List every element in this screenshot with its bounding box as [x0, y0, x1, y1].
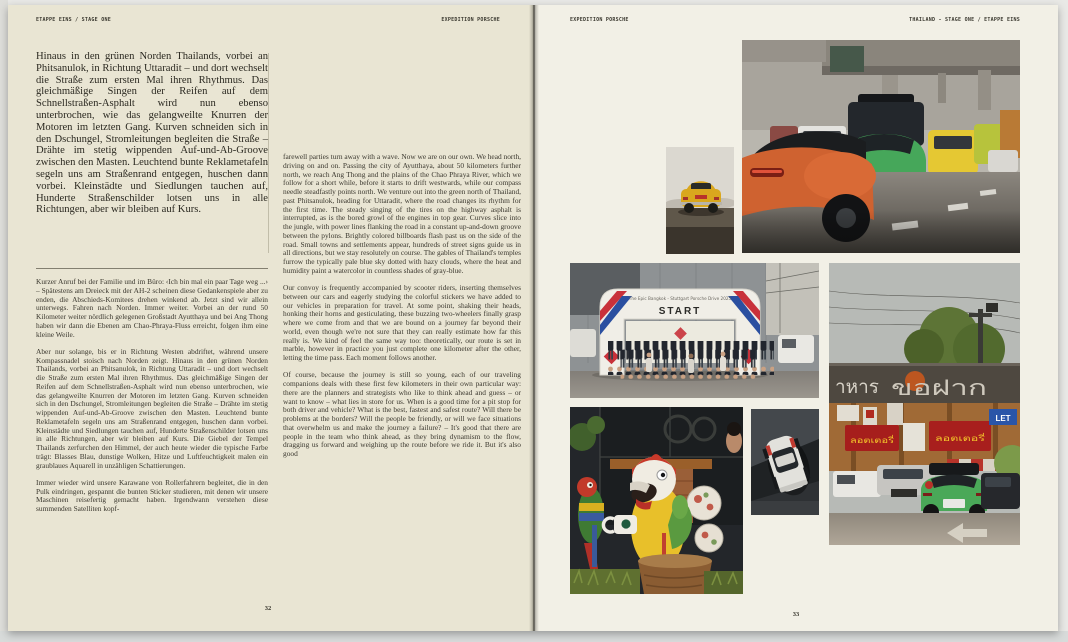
white-pickup [570, 329, 596, 357]
english-paragraph: Our convoy is frequently accompanied by scooter riders, inserting themselves between our cars and eagerly studying the colorful stickers we have added to our vehicles in preparation for travel. At some point, shaking their heads, honking their horns and gesticulating, these buzzing two-wheelers finally grasp where we come from and that we are bound on a journey far beyond their world, even though we're not sure that they can really estimate how far this really is. We kind of feel the same way too: theoretically, our route is set in marble, however in practice you just complete one kilometer after the other, letting the time pass. Each moment follows another. [283, 283, 521, 362]
viewer-bottom-edge [0, 631, 1068, 642]
banner-text: ลอตเตอรี่ [935, 434, 967, 443]
viewer-left-edge [0, 0, 8, 642]
book-spread [8, 5, 1058, 631]
body-column-german [36, 278, 268, 522]
photo-classic-911 [666, 147, 734, 254]
page-left [8, 5, 534, 631]
road [829, 513, 1020, 545]
photo-start-group [570, 263, 819, 398]
section-divider [36, 268, 268, 269]
photo-highway-traffic [742, 40, 1020, 253]
bench [891, 489, 917, 497]
blue-pole [592, 525, 597, 567]
running-head-title: EXPEDITION PORSCHE [441, 17, 500, 23]
photo-aerial-car [751, 409, 819, 515]
photo-parrot-statue [570, 407, 743, 594]
svg-text:LET: LET [995, 414, 1011, 423]
running-head-stage: ETAPPE EINS / STAGE ONE [36, 17, 111, 23]
thai-sign-main: ขอฝาก [891, 376, 987, 400]
running-head-title: EXPEDITION PORSCHE [570, 17, 629, 23]
sky [766, 263, 819, 335]
arch-banner-text: The Epic Bangkok - Stuttgart Porsche Drive 2025 [628, 296, 732, 301]
sticker [925, 481, 933, 489]
blue-outlet-sign [989, 409, 1017, 425]
book-spine [529, 5, 539, 631]
photo-thai-street-signs [829, 263, 1020, 545]
page-right [534, 5, 1058, 631]
arch-start-label: START [658, 306, 702, 317]
banner-text: ลอตเตอรี่ [850, 436, 882, 445]
yellow-taxi [928, 130, 978, 174]
running-head-stage: THAILAND - STAGE ONE / ETAPPE EINS [909, 17, 1020, 23]
english-paragraph: farewell parties turn away with a wave. Now we are on our own. We head north, driving on and on. Passing the city of Ayutthaya, about 50 kilometers further north, we reach Ang Thong and the plains of the Chao Phraya River, which we follow for a short while, before it starts to drift westwards, while our compass needle steadfastly points north. We venture out into the green north of Thailand, past Phitsanulok, heading for Uttaradit, where the road changes its rhythm for the first time. The steady singing of the tires on the highway asphalt is interrupted, as is the bored growl of the engines in top gear. Curves slice into the jungle, with power lines flanking the road in a constant up-and-down groove between the pylons. Brightly colored billboards flash past us on the side of the road. Small towns and settlements appear, hundreds of street signs guide us in all directions, but we stay resolutely on course. The gables of Thailand's temples furrow the typically pale blue sky dotted with hazy clouds, where the heat and humidity paint a watercolor in countless shades of gray-blue. [283, 152, 521, 275]
shop-roof-sign [829, 363, 1020, 403]
thai-sign-left: าหาร [835, 376, 879, 398]
lead-paragraph-german: Hinaus in den grünen Norden Thailands, vorbei an Phitsanulok, in Richtung Uttaradit – und dort wechselt die Straße zum ersten Mal ihren Rhythmus. Das gleichmäßige Singen der Reifen auf dem Schnellstraßen-Asphalt wird nun ebenso unterbrochen, wie das gelangweilte Knurren der Motoren im letzten Gang. Kurven schneiden sich in den Dschungel, Stromleitungen begleiten die Straße – Drähte im stetig wippenden Auf-und-Ab-Groove zwischen den Masten. Leuchtend bunte Reklametafeln segeln uns am Straßenrand entgegen, huschen dann vorbei. Kleinstädte und Siedlungen tauchen auf, Hunderte Straßenschilder lotsen uns in alle Richtungen, aber wir bleiben auf Kurs. [36, 51, 268, 216]
group-of-people [608, 341, 774, 379]
german-paragraph: Aber nur solange, bis er in Richtung Westen abdriftet, während unsere Kompassnadel stoisch nach Norden zeigt. Hinaus in den grünen Norden Thailands, vorbei an Phitsanulok, in Richtung Uttaradit – und dort wechselt die Straße zum ersten Mal ihren Rhythmus. Das gleichmäßige Singen der Reifen auf dem Schnellstraßen-Asphalt wird nun ebenso unterbrochen, wie das gelangweilte Knurren der Motoren im letzten Gang. Kurven schneiden sich in den Dschungel, Stromleitungen begleiten die Straße – Drähte im stetig wippenden Auf-und-Ab-Groove zwischen den Masten. Leuchtend bunte Reklametafeln segeln uns am Straßenrand entgegen, huschen dann vorbei. Kleinstädte und Siedlungen tauchen auf, Hunderte Straßenschilder lotsen uns in alle Richtungen, aber wir bleiben auf Kurs. Die Giebel der Tempel Thailands zerfurchen den Himmel, der auch heute wieder die typische Farbe trägt: Blasses Blau, dunstige Wolken, Hitze und Luftfeuchtigkeit malen ein graublaues Aquarell in unzähligen Schattierungen. [36, 346, 268, 470]
red-banners [845, 421, 991, 451]
german-paragraph: Kurzer Anruf bei der Familie und im Büro: ‹Ich bin mal ein paar Tage weg ...› – Spätestens am Dreieck mit der AH-2 scheinen diese Gedankenspiele aber zu enden, die Abschieds-Komitees drehen winkend ab. Jetzt sind wir allein unterwegs. Fahren nach Norden. Immer weiter. Vorbei an der rund 50 Kilometer weiter nördlich gelegenen Großstadt Ayutthaya und bei Ang Thong haben wir dann die Ebenen am Chao-Phraya-Fluss erreicht, folgen ihm eine kleine Weile. [36, 277, 268, 339]
page-number-right: 33 [792, 611, 800, 618]
english-paragraph: Of course, because the journey is still so young, each of our traveling companions deals with these first few kilometers in their own particular way: there are the planners and strategists who like to think ahead and guess – or want to know – what lies in store for us. When is a good time for a pit stop for both driver and vehicle? What is the best, fastest and safest route? Will there be problems at the borders? Will the people be friendly, or will we face situations that overwhelm us and make the journey a failure? – It's good that there are people in the team who think ahead, as they bring dynamism to the flow, dragging us forward and weighing up the route before we ride it. But it's also good [283, 370, 521, 458]
column-rule [268, 53, 269, 253]
page-number-left: 32 [264, 605, 272, 612]
white-car [988, 150, 1018, 172]
body-column-english [283, 153, 521, 467]
tree-stump [638, 554, 712, 594]
german-paragraph: Immer wieder wird unsere Karawane von Rollerfahrern begleitet, die in den Pulk eindringen, gespannt die bunten Sticker studieren, mit denen wir unsere Maschinen reisefertig gemacht haben. Irgendwann verstehen diese summenden Satelliten kopf- [36, 477, 268, 513]
